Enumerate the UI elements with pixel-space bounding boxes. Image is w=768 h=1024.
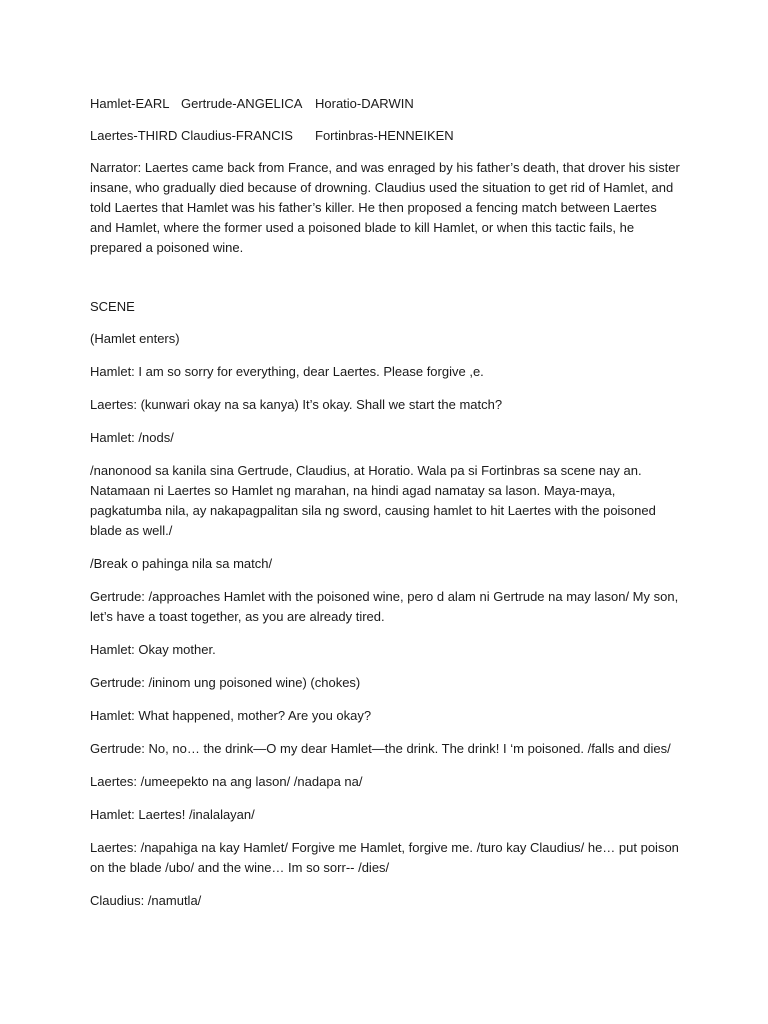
scene-heading: SCENE [90, 299, 135, 314]
script-line-break: /Break o pahinga nila sa match/ [90, 556, 273, 571]
script-line-gertrude-poisoned: Gertrude: No, no… the drink—O my dear Hamlet—the drink. The drink! I ‘m poisoned. /falls and dies/ [90, 741, 671, 756]
script-line-laertes-confession: Laertes: /napahiga na kay Hamlet/ Forgive me Hamlet, forgive me. /turo kay Claudius/ he… put poison on the blade /ubo/ and the wine… Im so sorr-- /dies/ [90, 840, 679, 875]
script-line-laertes-poison-effect: Laertes: /umeepekto na ang lason/ /nadapa na/ [90, 774, 363, 789]
script-line-hamlet-enters: (Hamlet enters) [90, 331, 180, 346]
script-line-hamlet-apology: Hamlet: I am so sorry for everything, dear Laertes. Please forgive ,e. [90, 364, 484, 379]
cast-laertes: Laertes-THIRD [90, 128, 178, 143]
script-line-gertrude-drinks: Gertrude: /ininom ung poisoned wine) (chokes) [90, 675, 361, 690]
document-page [90, 94, 680, 924]
script-line-gertrude-toast: Gertrude: /approaches Hamlet with the poisoned wine, pero d alam ni Gertrude na may lason/ My son, let’s have a toast together, as you are already tired. [90, 589, 679, 624]
script-line-stage-direction-match: /nanonood sa kanila sina Gertrude, Claudius, at Horatio. Wala pa si Fortinbras sa scene nay an. Natamaan ni Laertes so Hamlet ng marahan, na hindi agad namatay sa lason. Maya-maya, pagkatumba nila, ay nakapagpalitan sila ng sword, causing hamlet to hit Laertes with the poisoned blade as well./ [90, 463, 656, 538]
narrator-paragraph: Narrator: Laertes came back from France, and was enraged by his father’s death, that drover his sister insane, who gradually died because of drowning. Claudius used the situation to get rid of Hamlet, and told Laertes that Hamlet was his father’s killer. He then proposed a fencing match between Laertes and Hamlet, where the former used a poisoned blade to kill Hamlet, or when this tactic fails, he prepared a poisoned wine. [90, 160, 680, 255]
script-line-hamlet-laertes: Hamlet: Laertes! /inalalayan/ [90, 807, 255, 822]
cast-claudius: Claudius-FRANCIS [181, 128, 293, 143]
cast-row-2 [90, 126, 680, 146]
cast-horatio: Horatio-DARWIN [315, 96, 414, 111]
script-line-claudius-pale: Claudius: /namutla/ [90, 893, 202, 908]
cast-row-1 [90, 94, 680, 114]
cast-gertrude: Gertrude-ANGELICA [181, 96, 303, 111]
script-line-hamlet-what-happened: Hamlet: What happened, mother? Are you okay? [90, 708, 372, 723]
script-line-hamlet-okay-mother: Hamlet: Okay mother. [90, 642, 216, 657]
cast-hamlet: Hamlet-EARL [90, 96, 170, 111]
script-line-laertes-start-match: Laertes: (kunwari okay na sa kanya) It’s okay. Shall we start the match? [90, 397, 503, 412]
cast-fortinbras: Fortinbras-HENNEIKEN [315, 128, 454, 143]
script-line-hamlet-nods: Hamlet: /nods/ [90, 430, 174, 445]
